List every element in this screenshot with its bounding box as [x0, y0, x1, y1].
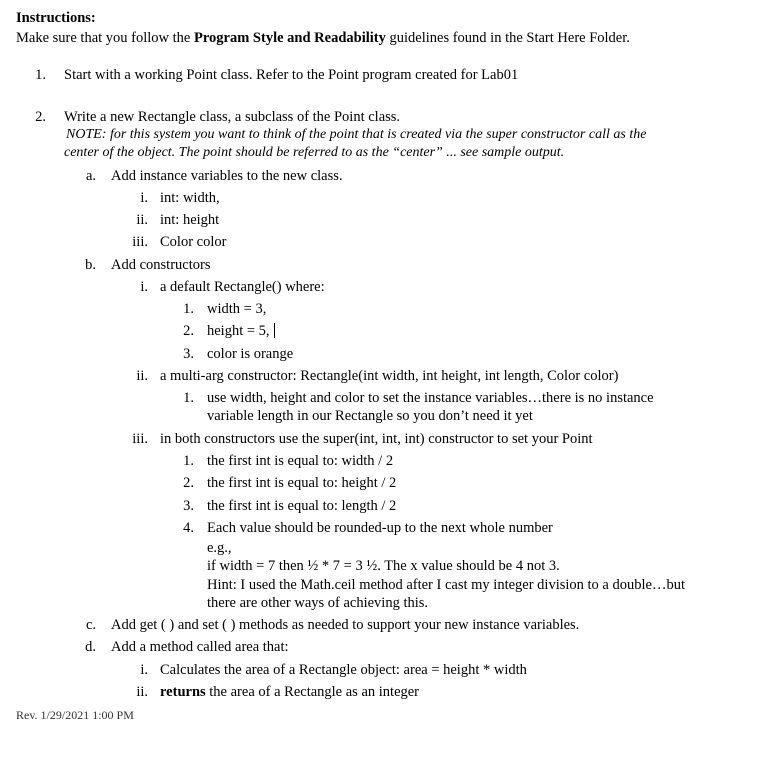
default-2-marker: 2. [183, 323, 194, 339]
item-b-i-marker: i. [140, 279, 148, 295]
default-3-marker: 3. [183, 346, 194, 362]
item-a-i-marker: i. [140, 190, 148, 206]
note-line-2: center of the object. The point should be referred to as the “center” ... see sample output. [64, 145, 565, 160]
instructions-heading: Instructions: [16, 10, 96, 26]
revision-footer: Rev. 1/29/2021 1:00 PM [16, 708, 134, 722]
default-2-line [207, 322, 275, 340]
super-3-marker: 3. [183, 498, 194, 514]
hint-line-1: Hint: I used the Math.ceil method after I cast my integer division to a double…but [207, 577, 685, 593]
item-b-iii-text: in both constructors use the super(int, int, int) constructor to set your Point [160, 431, 593, 447]
item-d-text: Add a method called area that: [111, 639, 289, 655]
item-a-iii-text: Color color [160, 234, 227, 250]
item-a-ii-text: int: height [160, 212, 220, 228]
item-a-i-text: int: width, [160, 190, 220, 206]
item-d-ii-marker: ii. [136, 684, 148, 700]
item-a-marker: a. [85, 168, 96, 184]
item-b-ii-marker: ii. [136, 368, 148, 384]
item-c-text: Add get ( ) and set ( ) methods as needed to support your new instance variables. [111, 617, 580, 633]
item-b-i-text: a default Rectangle() where: [160, 279, 325, 295]
item-b-marker: b. [85, 257, 96, 273]
example-eg: e.g., [207, 540, 232, 556]
multi-arg-line-1: use width, height and color to set the instance variables…there is no instance [207, 390, 654, 406]
item-a-iii-marker: iii. [132, 234, 148, 250]
item-d-ii-bold: returns [160, 684, 206, 700]
default-3-text: color is orange [207, 346, 294, 362]
intro-text-pre: Make sure that you follow the [16, 30, 194, 46]
step-1-marker: 1. [35, 67, 46, 83]
super-2-text: the first int is equal to: height / 2 [207, 475, 397, 491]
default-1-text: width = 3, [207, 301, 267, 317]
hint-line-2: there are other ways of achieving this. [207, 595, 429, 611]
intro-text-bold: Program Style and Readability [194, 30, 386, 46]
super-2-marker: 2. [183, 475, 194, 491]
item-b-iii-marker: iii. [132, 431, 148, 447]
item-a-text: Add instance variables to the new class. [111, 168, 343, 184]
default-1-marker: 1. [183, 301, 194, 317]
item-d-ii-line [160, 683, 419, 701]
text-cursor [274, 323, 275, 338]
item-c-marker: c. [85, 617, 96, 633]
multi-arg-1-marker: 1. [183, 390, 194, 406]
item-d-ii-rest: the area of a Rectangle as an integer [205, 684, 420, 700]
super-1-marker: 1. [183, 453, 194, 469]
intro-text-post: guidelines found in the Start Here Folder. [385, 30, 630, 46]
step-1-text: Start with a working Point class. Refer to the Point program created for Lab01 [64, 67, 519, 83]
super-4-text: Each value should be rounded-up to the next whole number [207, 520, 553, 536]
example-text: if width = 7 then ½ * 7 = 3 ½. The x value should be 4 not 3. [207, 558, 560, 574]
item-d-i-text: Calculates the area of a Rectangle object: area = height * width [160, 662, 527, 678]
item-b-ii-text: a multi-arg constructor: Rectangle(int width, int height, int length, Color color) [160, 368, 619, 384]
super-4-marker: 4. [183, 520, 194, 536]
intro-paragraph [16, 29, 630, 47]
default-2-text: height = 5, [207, 323, 270, 339]
item-a-ii-marker: ii. [136, 212, 148, 228]
item-d-i-marker: i. [140, 662, 148, 678]
item-b-text: Add constructors [111, 257, 211, 273]
item-d-marker: d. [85, 639, 96, 655]
step-2-marker: 2. [35, 109, 46, 125]
step-2-text: Write a new Rectangle class, a subclass of the Point class. [64, 109, 401, 125]
multi-arg-line-2: variable length in our Rectangle so you don’t need it yet [207, 408, 533, 424]
super-3-text: the first int is equal to: length / 2 [207, 498, 397, 514]
super-1-text: the first int is equal to: width / 2 [207, 453, 394, 469]
note-line-1: NOTE: for this system you want to think of the point that is created via the super constructor call as the [66, 127, 647, 142]
